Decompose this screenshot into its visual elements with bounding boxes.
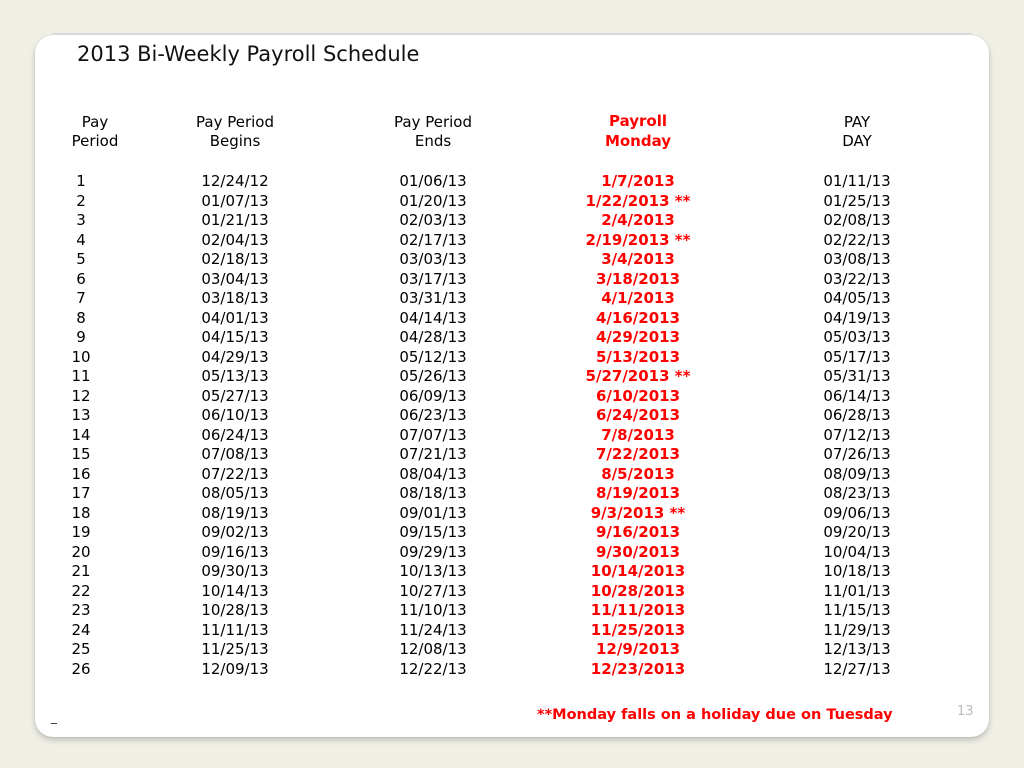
cell-period-begins: 04/15/13: [201, 328, 269, 346]
cell-period-begins: 05/13/13: [201, 367, 269, 385]
cell-period-begins: 07/22/13: [201, 464, 269, 483]
cell-pay-day: 03/08/13: [823, 250, 891, 268]
cell-period-ends: 03/03/13: [399, 250, 467, 268]
cell-period-ends: 09/01/13: [399, 503, 467, 522]
table-row: [0, 543, 1024, 563]
cell-period-begins: 10/28/13: [201, 601, 269, 619]
cell-period-ends: 01/20/13: [399, 191, 467, 210]
cell-pay-period: 9: [76, 328, 86, 346]
header-payroll-monday-line1: Payroll: [608, 112, 667, 130]
cell-pay-period: 24: [71, 620, 91, 639]
table-row: [0, 270, 1024, 290]
cell-pay-period: 2: [76, 191, 86, 210]
cell-period-begins: 04/01/13: [201, 308, 269, 327]
cell-period-begins: 11/25/13: [201, 640, 269, 658]
cell-pay-day: 05/17/13: [823, 347, 891, 366]
cell-period-begins: 12/24/12: [201, 172, 269, 190]
table-row: [0, 309, 1024, 329]
cell-pay-day: 09/20/13: [823, 523, 891, 541]
cell-payroll-monday: 9/30/2013: [595, 542, 681, 561]
cell-pay-day: 03/22/13: [823, 269, 891, 288]
cell-period-begins: 09/16/13: [201, 542, 269, 561]
cell-period-ends: 05/12/13: [399, 347, 467, 366]
cell-pay-day: 08/09/13: [823, 464, 891, 483]
cell-payroll-monday: 3/4/2013: [601, 250, 675, 268]
cell-payroll-monday: 12/9/2013: [595, 640, 681, 658]
cell-period-ends: 04/14/13: [399, 308, 467, 327]
cell-pay-period: 13: [71, 406, 91, 424]
cell-pay-period: 3: [76, 211, 86, 229]
cell-payroll-monday: 8/5/2013: [601, 464, 675, 483]
cell-pay-period: 6: [76, 269, 86, 288]
cell-payroll-monday: 4/16/2013: [595, 308, 681, 327]
table-row: [0, 601, 1024, 621]
cell-pay-day: 01/25/13: [823, 191, 891, 210]
cell-period-ends: 03/31/13: [399, 289, 467, 307]
table-row: [0, 562, 1024, 582]
cell-payroll-monday: 2/4/2013: [601, 211, 675, 229]
cell-pay-day: 11/15/13: [823, 601, 891, 619]
cell-pay-day: 06/28/13: [823, 406, 891, 424]
cell-period-begins: 02/18/13: [201, 250, 269, 268]
cell-pay-day: 07/26/13: [823, 445, 891, 463]
cell-payroll-monday: 1/7/2013: [601, 172, 675, 190]
cell-pay-period: 12: [71, 386, 91, 405]
cell-pay-day: 12/27/13: [823, 659, 891, 678]
cell-payroll-monday: 8/19/2013: [595, 484, 681, 502]
cell-pay-day: 09/06/13: [823, 503, 891, 522]
cell-payroll-monday: 5/13/2013: [595, 347, 681, 366]
cell-period-ends: 09/15/13: [399, 523, 467, 541]
table-row: [0, 504, 1024, 524]
cell-payroll-monday: 3/18/2013: [595, 269, 681, 288]
cell-pay-period: 18: [71, 503, 91, 522]
cell-period-ends: 08/18/13: [399, 484, 467, 502]
cell-pay-period: 19: [71, 523, 91, 541]
cell-period-ends: 07/21/13: [399, 445, 467, 463]
cell-period-begins: 11/11/13: [201, 620, 269, 639]
table-row: [0, 484, 1024, 504]
cell-period-ends: 08/04/13: [399, 464, 467, 483]
cell-period-begins: 06/10/13: [201, 406, 269, 424]
cell-period-ends: 01/06/13: [399, 172, 467, 190]
table-row: [0, 192, 1024, 212]
cell-pay-period: 23: [71, 601, 91, 619]
cell-payroll-monday: 9/3/2013 **: [590, 503, 686, 522]
cell-pay-day: 10/18/13: [823, 562, 891, 580]
cell-pay-period: 17: [71, 484, 91, 502]
top-divider: [52, 33, 972, 35]
header-pay-period-line1: Pay: [81, 113, 109, 131]
cell-payroll-monday: 12/23/2013: [590, 659, 686, 678]
header-period-ends-line1: Pay Period: [394, 113, 472, 131]
schedule-table: [0, 172, 1024, 679]
table-row: [0, 445, 1024, 465]
cell-period-begins: 10/14/13: [201, 581, 269, 600]
cell-pay-period: 15: [71, 445, 91, 463]
cell-pay-day: 11/01/13: [823, 581, 891, 600]
cell-payroll-monday: 6/10/2013: [595, 386, 681, 405]
cell-period-begins: 12/09/13: [201, 659, 269, 678]
cell-payroll-monday: 10/14/2013: [590, 562, 686, 580]
cell-payroll-monday: 2/19/2013 **: [585, 230, 691, 249]
table-row: [0, 387, 1024, 407]
cell-pay-period: 10: [71, 347, 91, 366]
cell-payroll-monday: 4/29/2013: [595, 328, 681, 346]
cell-period-ends: 12/08/13: [399, 640, 467, 658]
cell-pay-day: 02/22/13: [823, 230, 891, 249]
cell-period-ends: 07/07/13: [399, 425, 467, 444]
cell-period-begins: 09/02/13: [201, 523, 269, 541]
table-row: [0, 250, 1024, 270]
cell-pay-period: 22: [71, 581, 91, 600]
table-row: [0, 465, 1024, 485]
cell-period-ends: 03/17/13: [399, 269, 467, 288]
cell-payroll-monday: 11/11/2013: [590, 601, 686, 619]
header-pay-period-line2: Period: [71, 132, 119, 150]
table-row: [0, 172, 1024, 192]
cell-period-begins: 01/07/13: [201, 191, 269, 210]
table-row: [0, 231, 1024, 251]
cell-pay-day: 12/13/13: [823, 640, 891, 658]
cell-payroll-monday: 7/8/2013: [601, 425, 675, 444]
cell-payroll-monday: 10/28/2013: [590, 581, 686, 600]
cell-period-ends: 09/29/13: [399, 542, 467, 561]
header-payroll-monday: [605, 112, 671, 151]
cell-period-ends: 10/13/13: [399, 562, 467, 580]
table-row: [0, 406, 1024, 426]
header-pay-period: [72, 113, 119, 151]
cell-period-ends: 12/22/13: [399, 659, 467, 678]
cell-pay-day: 01/11/13: [823, 172, 891, 190]
header-pay-day: [842, 113, 872, 151]
cell-pay-period: 16: [71, 464, 91, 483]
cell-period-begins: 04/29/13: [201, 347, 269, 366]
cell-pay-period: 21: [71, 562, 91, 580]
cell-pay-day: 05/03/13: [823, 328, 891, 346]
header-period-begins-line2: Begins: [209, 132, 261, 150]
cell-period-ends: 06/23/13: [399, 406, 467, 424]
cell-period-ends: 04/28/13: [399, 328, 467, 346]
cell-pay-period: 14: [71, 425, 91, 444]
cell-pay-day: 04/05/13: [823, 289, 891, 307]
cell-pay-day: 06/14/13: [823, 386, 891, 405]
table-row: [0, 367, 1024, 387]
cell-pay-period: 5: [76, 250, 86, 268]
page-title: 2013 Bi-Weekly Payroll Schedule: [77, 42, 420, 66]
header-period-ends: [394, 113, 472, 151]
cell-pay-period: 20: [71, 542, 91, 561]
header-period-ends-line2: Ends: [414, 132, 452, 150]
table-row: [0, 523, 1024, 543]
cell-period-begins: 03/04/13: [201, 269, 269, 288]
cell-payroll-monday: 9/16/2013: [595, 523, 681, 541]
cell-period-begins: 08/19/13: [201, 503, 269, 522]
header-payroll-monday-line2: Monday: [604, 132, 672, 150]
table-row: [0, 621, 1024, 641]
cell-period-ends: 11/10/13: [399, 601, 467, 619]
table-row: [0, 211, 1024, 231]
cell-pay-day: 02/08/13: [823, 211, 891, 229]
cell-period-begins: 01/21/13: [201, 211, 269, 229]
header-pay-day-line2: DAY: [842, 132, 872, 150]
cell-payroll-monday: 5/27/2013 **: [585, 367, 691, 385]
cell-pay-period: 8: [76, 308, 86, 327]
corner-dash: [51, 723, 57, 724]
cell-pay-period: 11: [71, 367, 91, 385]
cell-payroll-monday: 11/25/2013: [590, 620, 686, 639]
header-period-begins: [196, 113, 274, 151]
cell-period-begins: 09/30/13: [201, 562, 269, 580]
cell-period-begins: 03/18/13: [201, 289, 269, 307]
cell-pay-period: 26: [71, 659, 91, 678]
cell-pay-period: 7: [76, 289, 86, 307]
cell-payroll-monday: 6/24/2013: [595, 406, 681, 424]
table-row: [0, 582, 1024, 602]
cell-pay-day: 05/31/13: [823, 367, 891, 385]
table-row: [0, 426, 1024, 446]
cell-pay-day: 11/29/13: [823, 620, 891, 639]
header-period-begins-line1: Pay Period: [196, 113, 274, 131]
table-row: [0, 289, 1024, 309]
table-row: [0, 348, 1024, 368]
cell-period-begins: 08/05/13: [201, 484, 269, 502]
cell-period-begins: 05/27/13: [201, 386, 269, 405]
header-pay-day-line1: PAY: [843, 113, 871, 131]
page-number: 13: [957, 704, 974, 719]
table-row: [0, 640, 1024, 660]
cell-pay-period: 4: [76, 230, 86, 249]
cell-pay-day: 07/12/13: [823, 425, 891, 444]
cell-period-ends: 06/09/13: [399, 386, 467, 405]
cell-period-ends: 11/24/13: [399, 620, 467, 639]
cell-period-begins: 02/04/13: [201, 230, 269, 249]
cell-period-ends: 10/27/13: [399, 581, 467, 600]
cell-pay-day: 04/19/13: [823, 308, 891, 327]
cell-pay-period: 25: [71, 640, 91, 658]
cell-pay-day: 08/23/13: [823, 484, 891, 502]
cell-period-begins: 07/08/13: [201, 445, 269, 463]
cell-pay-day: 10/04/13: [823, 542, 891, 561]
table-row: [0, 328, 1024, 348]
cell-pay-period: 1: [76, 172, 86, 190]
cell-period-ends: 02/03/13: [399, 211, 467, 229]
cell-payroll-monday: 4/1/2013: [601, 289, 675, 307]
cell-payroll-monday: 1/22/2013 **: [585, 191, 691, 210]
holiday-footnote: **Monday falls on a holiday due on Tuesday: [537, 707, 893, 723]
cell-period-begins: 06/24/13: [201, 425, 269, 444]
cell-period-ends: 02/17/13: [399, 230, 467, 249]
cell-payroll-monday: 7/22/2013: [595, 445, 681, 463]
table-row: [0, 660, 1024, 680]
cell-period-ends: 05/26/13: [399, 367, 467, 385]
